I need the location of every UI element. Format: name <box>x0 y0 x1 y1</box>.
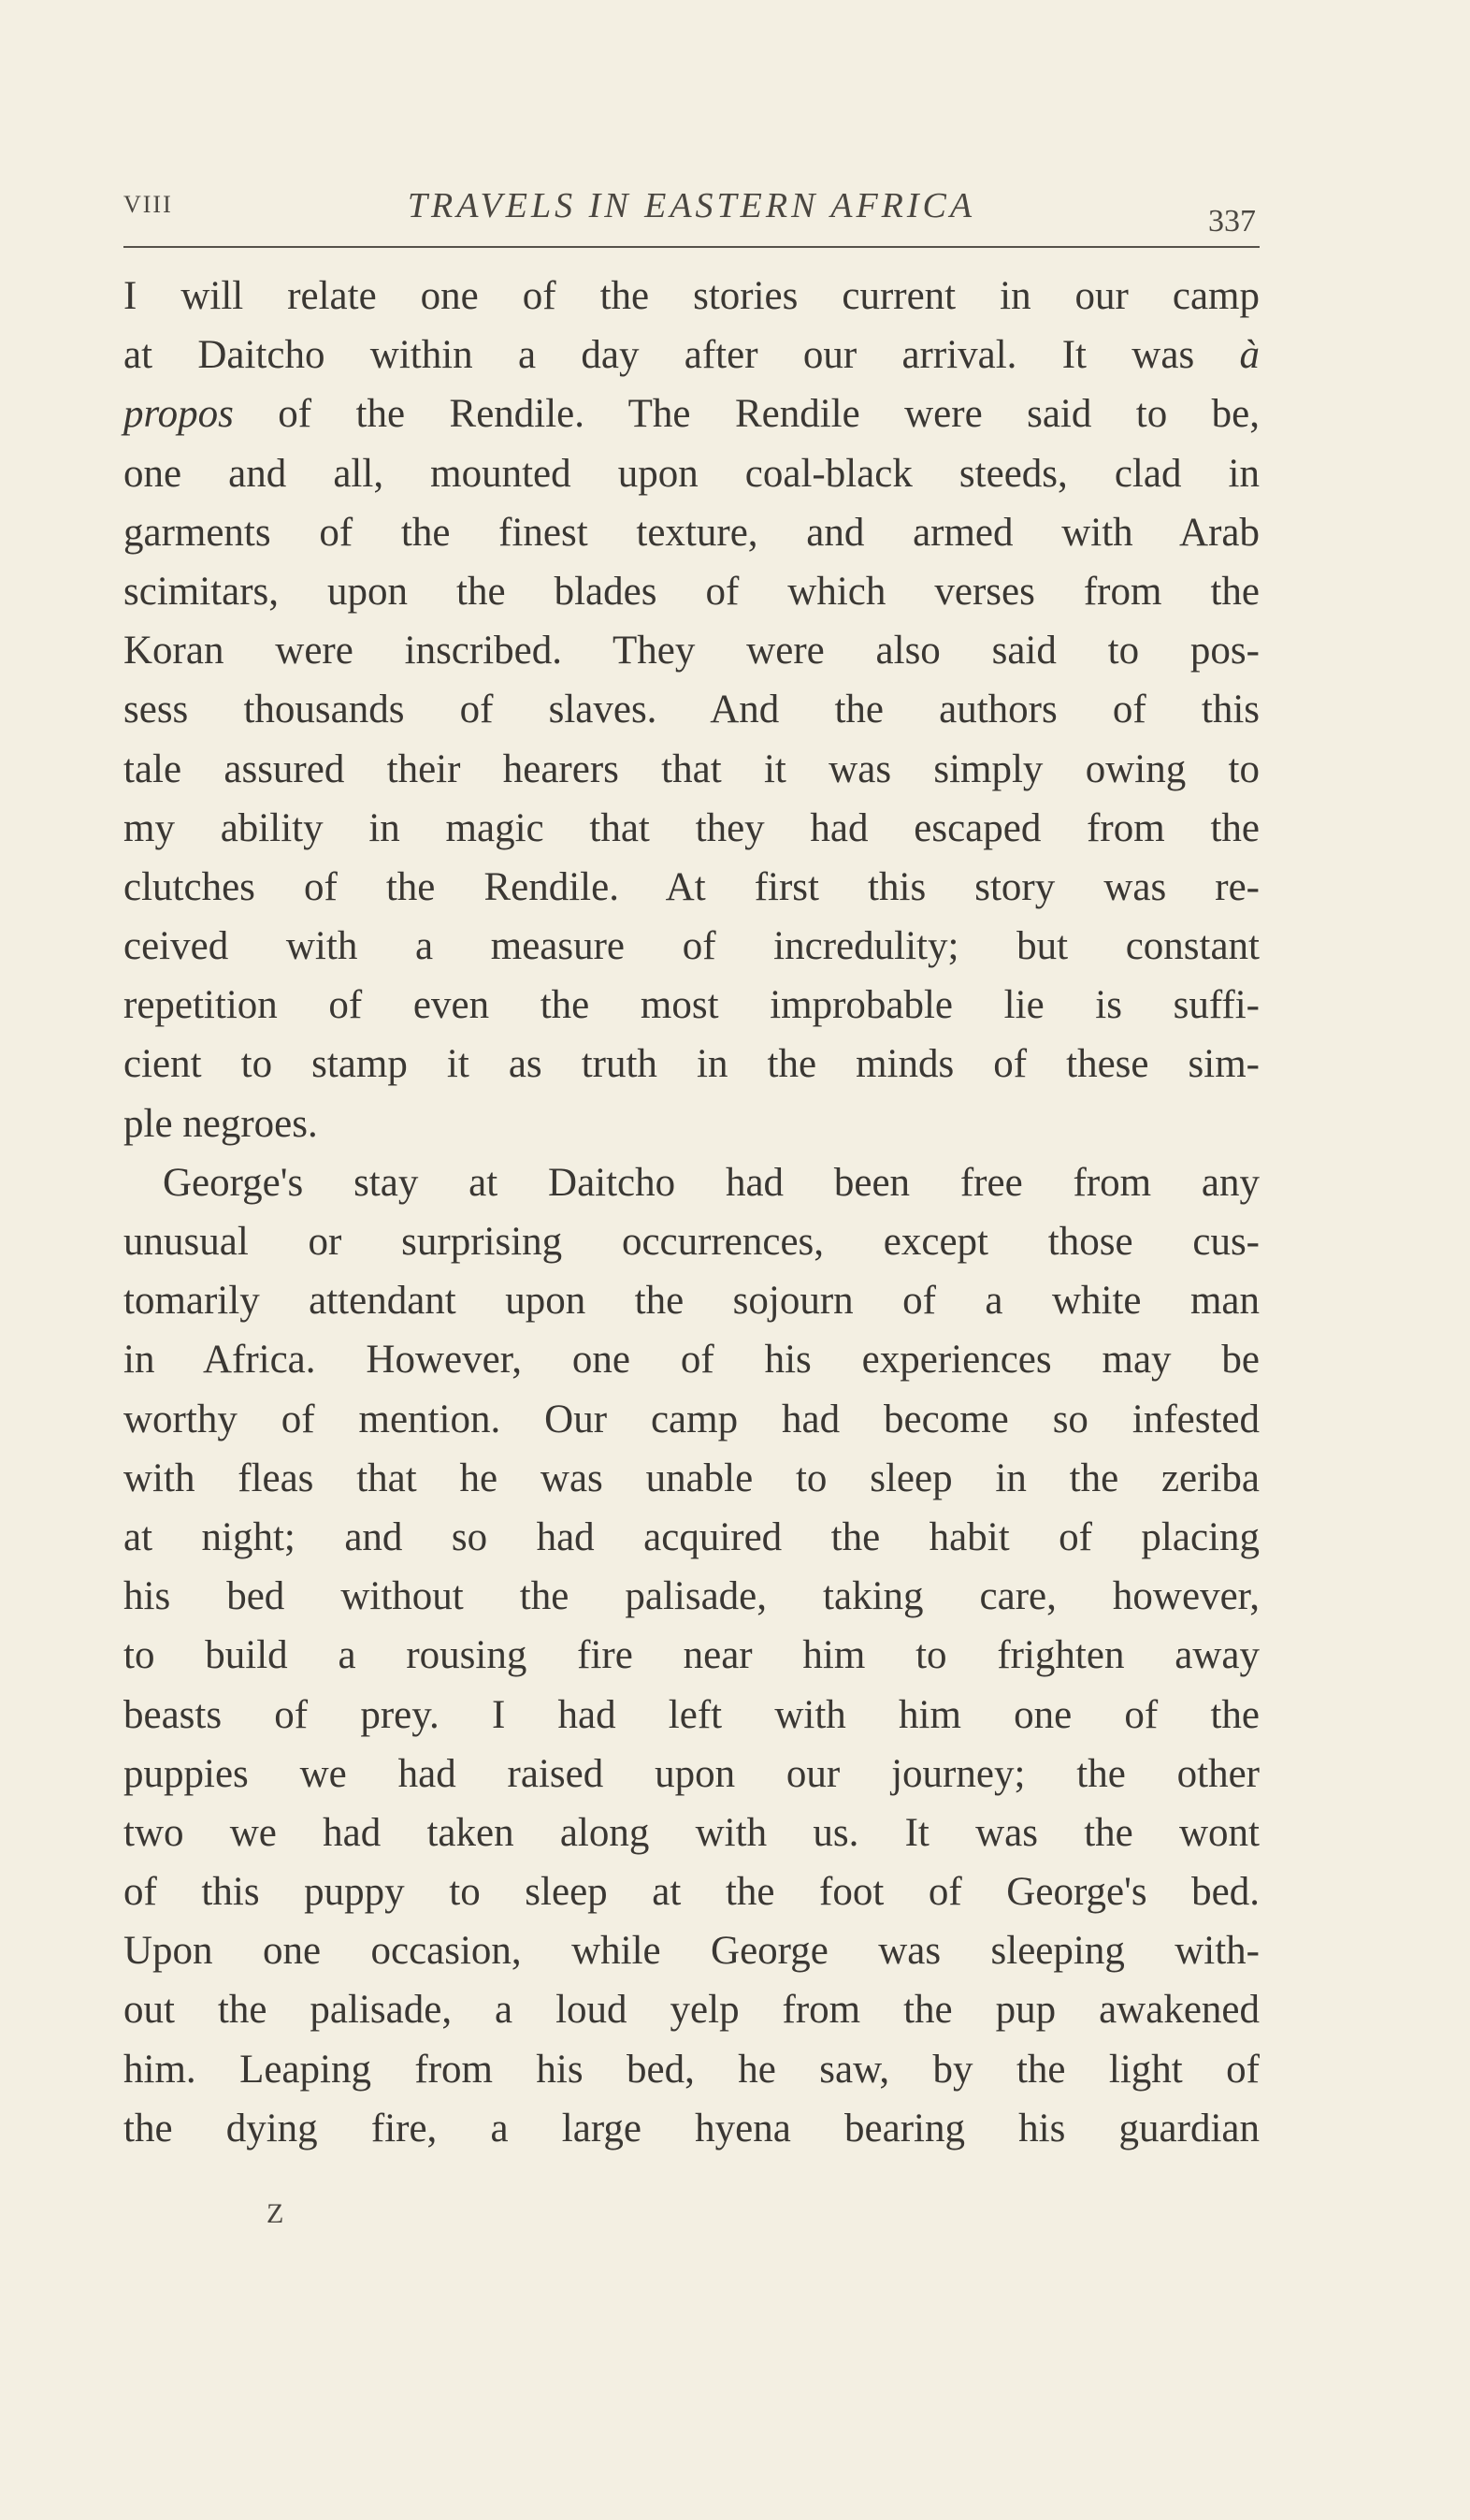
text-line: with fleas that he was unable to sleep in the zeriba <box>123 1456 1260 1500</box>
signature-mark: Z <box>267 2198 284 2229</box>
text-line: tale assured their hearers that it was simply owing to <box>123 746 1260 791</box>
text-line: Upon one occasion, while George was sleeping with- <box>123 1929 1260 1974</box>
text-line: tomarily attendant upon the sojourn of a white man <box>123 1279 1260 1324</box>
text-line: puppies we had raised upon our journey; the other <box>123 1751 1260 1796</box>
text-line: worthy of mention. Our camp had become so infested <box>123 1397 1260 1441</box>
chapter-number: VIII <box>123 191 173 218</box>
text-line: cient to stamp it as truth in the minds of these sim- <box>123 1042 1260 1087</box>
text-line: repetition of even the most improbable lie is suffi- <box>123 983 1260 1028</box>
text-line: in Africa. However, one of his experiences may be <box>123 1338 1260 1383</box>
text-line: ple negroes. <box>123 1101 318 1146</box>
page-number: 337 <box>1208 204 1256 239</box>
text-line: George's stay at Daitcho had been free from any <box>163 1160 1260 1205</box>
text-line: his bed without the palisade, taking care, however, <box>123 1574 1260 1619</box>
running-title: TRAVELS IN EASTERN AFRICA <box>407 186 976 225</box>
text-line: two we had taken along with us. It was the wont <box>123 1810 1260 1855</box>
text-line: at Daitcho within a day after our arrival. It was à <box>123 333 1260 378</box>
text-line: at night; and so had acquired the habit of placing <box>123 1514 1260 1559</box>
text-line: one and all, mounted upon coal-black steeds, clad in <box>123 451 1260 496</box>
text-line: to build a rousing fire near him to frighten away <box>123 1633 1260 1678</box>
text-line: out the palisade, a loud yelp from the pup awakened <box>123 1988 1260 2033</box>
text-line: garments of the finest texture, and armed with Arab <box>123 510 1260 555</box>
text-line: him. Leaping from his bed, he saw, by the light of <box>123 2047 1260 2092</box>
header-rule <box>123 246 1260 248</box>
body-text <box>123 267 1260 2158</box>
text-line: sess thousands of slaves. And the authors of this <box>123 688 1260 732</box>
text-line: clutches of the Rendile. At first this story was re- <box>123 864 1260 909</box>
text-line: unusual or surprising occurrences, except those cus- <box>123 1220 1260 1264</box>
running-header <box>123 178 1260 239</box>
text-line: my ability in magic that they had escaped from the <box>123 805 1260 850</box>
text-line: Koran were inscribed. They were also said to pos- <box>123 629 1260 673</box>
text-line: I will relate one of the stories current in our camp <box>123 274 1260 318</box>
text-line: propos of the Rendile. The Rendile were said to be, <box>123 392 1260 437</box>
text-line: beasts of prey. I had left with him one of the <box>123 1692 1260 1737</box>
text-line: of this puppy to sleep at the foot of George's bed. <box>123 1870 1260 1915</box>
text-line: ceived with a measure of incredulity; but constant <box>123 924 1260 969</box>
text-line: the dying fire, a large hyena bearing his guardian <box>123 2106 1260 2151</box>
text-line: scimitars, upon the blades of which verses from the <box>123 569 1260 614</box>
